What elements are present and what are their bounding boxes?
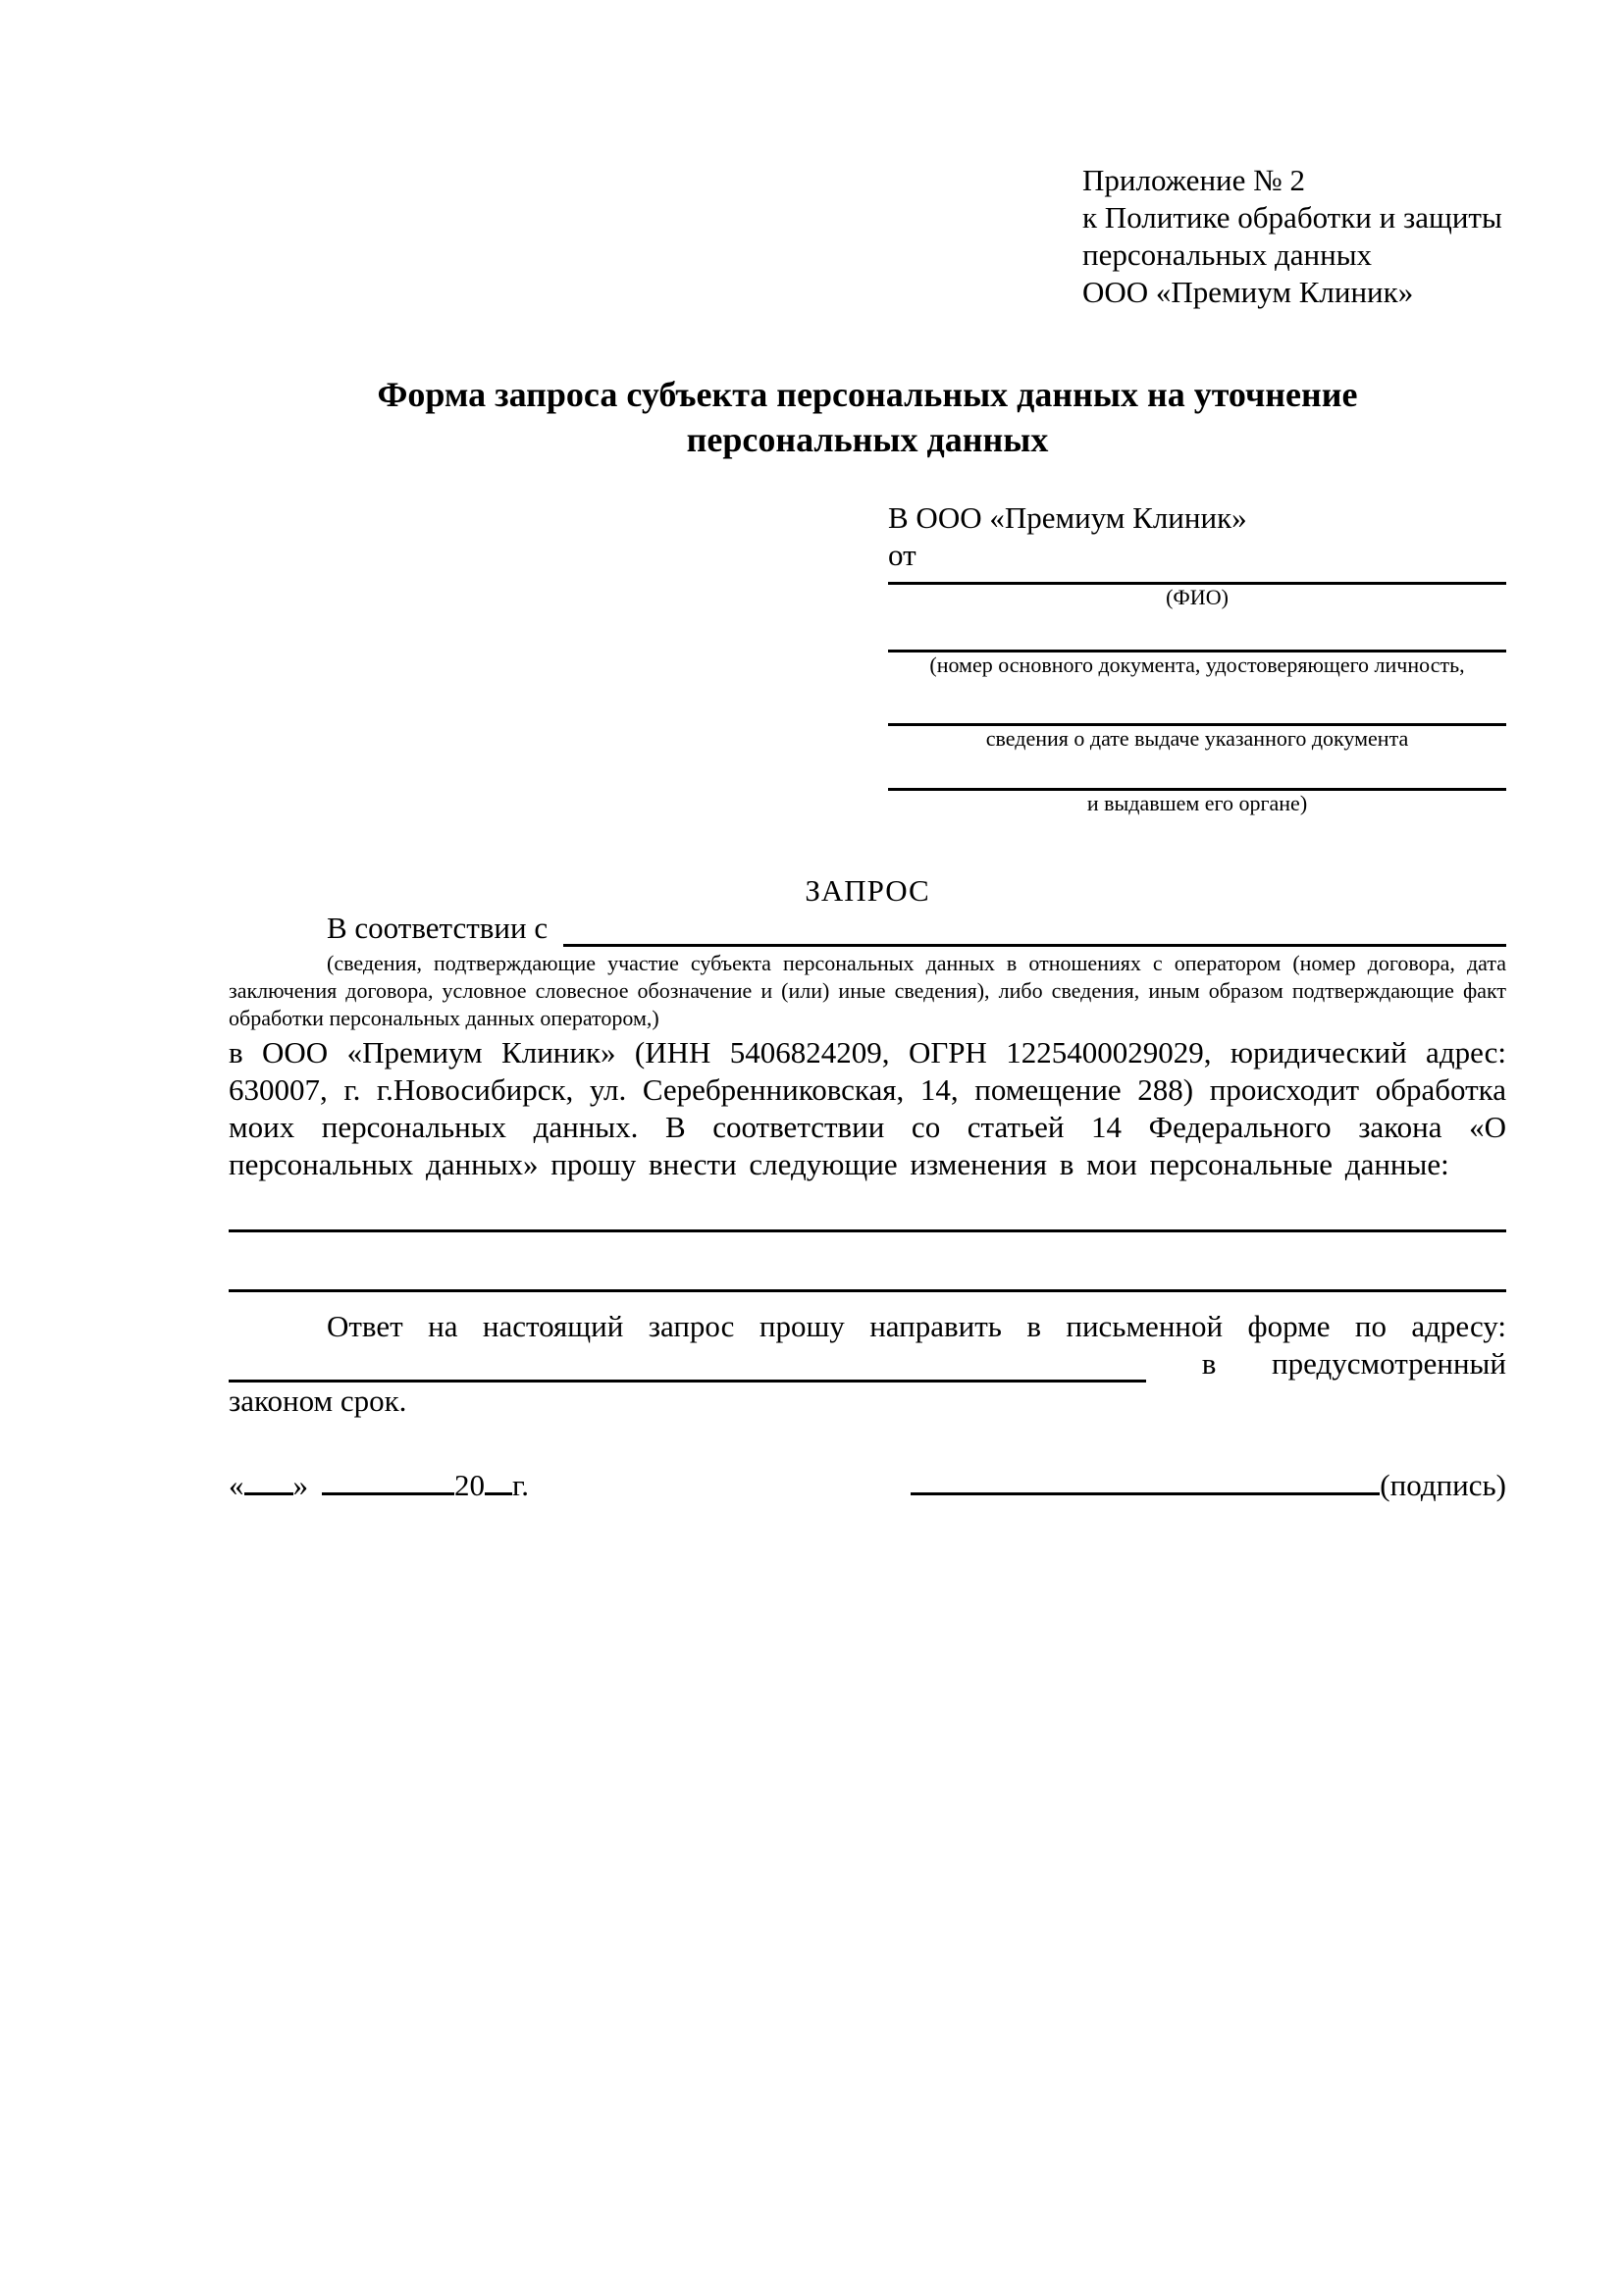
year-blank-line [485, 1473, 512, 1495]
signature-field [911, 1467, 1506, 1504]
addressee-from-label: от [888, 538, 916, 572]
issue-date-caption: сведения о дате выдаче указанного документа [985, 726, 1409, 751]
document-number-caption: (номер основного документа, удостоверяющего личность, [929, 652, 1465, 677]
page-title-line: персональных данных [686, 420, 1049, 459]
reply-closing: законом срок. [229, 1383, 407, 1418]
reply-address-row [229, 1345, 1506, 1383]
appendix-line: персональных данных [1082, 237, 1373, 272]
signature-blank-line [911, 1473, 1380, 1495]
request-body: в ООО «Премиум Клиник» (ИНН 5406824209, ОГРН 1225400029029, юридический адрес: 630007, г. г.Новосибирск, ул. Серебренниковская, 14, помещение 288) происходит обработка моих персональных данных. В соответствии со статьей 14 Федерального закона «О персональных данных» прошу внести следующие изменения в мои персональные данные: [229, 1035, 1506, 1181]
changes-blank-line-1 [229, 1195, 1506, 1232]
addressee-organization: В ООО «Премиум Клиник» [888, 500, 1247, 535]
appendix-block [1082, 162, 1506, 311]
page-title [229, 372, 1506, 462]
request-heading: ЗАПРОС [805, 873, 930, 908]
day-blank-line [244, 1473, 293, 1495]
year-prefix: 20 [454, 1468, 485, 1502]
document-content [229, 0, 1506, 1504]
reply-line: Ответ на настоящий запрос прошу направить в письменной форме по адресу: [327, 1309, 1506, 1343]
address-blank-line [229, 1346, 1146, 1383]
appendix-line: к Политике обработки и защиты [1082, 200, 1502, 235]
issuing-authority-caption: и выдавшем его органе) [1086, 791, 1308, 815]
addressee-block [888, 499, 1506, 816]
fine-print: (сведения, подтверждающие участие субъекта персональных данных в отношениях с оператором (номер договора, дата заключения договора, условное словесное обозначение и (или) иные сведения), либо сведения, иным образом подтверждающие факт обработки персональных данных оператором,) [229, 951, 1506, 1030]
basis-label: В соответствии с [327, 911, 555, 945]
reply-word: предусмотренный [1272, 1346, 1506, 1381]
date-field [229, 1467, 529, 1504]
month-blank-line [322, 1473, 454, 1495]
fio-caption: (ФИО) [1166, 585, 1229, 609]
basis-line [229, 910, 1506, 947]
close-quote: » [292, 1468, 308, 1502]
page-title-line: Форма запроса субъекта персональных данных на уточнение [377, 375, 1358, 414]
appendix-line: ООО «Премиум Клиник» [1082, 275, 1414, 309]
year-suffix: г. [512, 1468, 529, 1502]
signature-caption: (подпись) [1380, 1468, 1506, 1502]
open-quote: « [229, 1468, 244, 1502]
reply-word: в [1201, 1346, 1217, 1381]
basis-blank-line [563, 911, 1506, 947]
changes-blank-line-2 [229, 1232, 1506, 1292]
date-signature-row [229, 1467, 1506, 1504]
appendix-line: Приложение № 2 [1082, 163, 1305, 197]
